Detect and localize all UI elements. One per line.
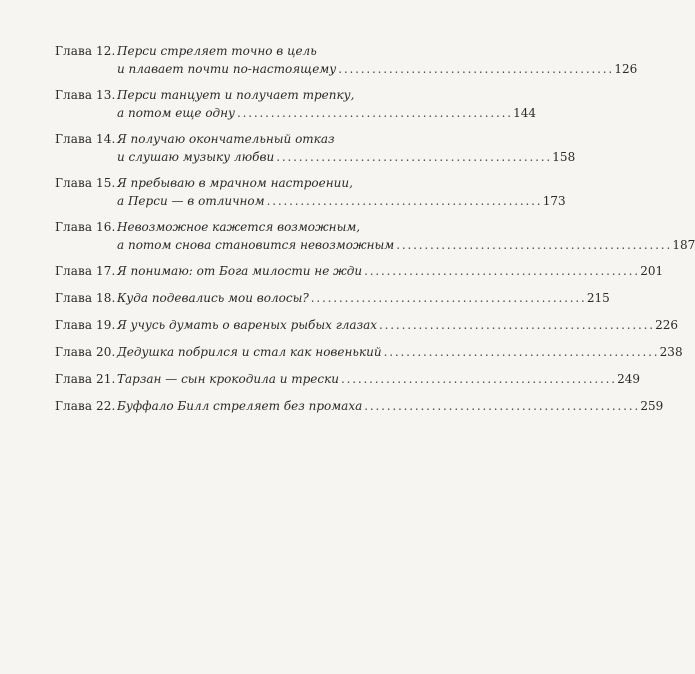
toc-entry-20 (55, 343, 683, 361)
chapter-label: Глава 20. (55, 345, 116, 359)
chapter-label: Глава 12. (55, 44, 116, 58)
dot-leader (362, 397, 639, 415)
page-number: 173 (542, 194, 566, 208)
chapter-title-line: Перси стреляет точно в цель (117, 44, 317, 58)
toc-entry-21 (55, 370, 641, 388)
toc-entry-13 (55, 86, 537, 122)
toc-entry-16 (55, 218, 695, 254)
chapter-title (117, 218, 695, 254)
chapter-title-line: Куда подевались мои волосы? (117, 291, 309, 305)
chapter-title (117, 316, 678, 334)
table-of-contents (55, 42, 695, 415)
chapter-label: Глава 22. (55, 399, 116, 413)
dot-leader (394, 236, 671, 254)
chapter-label: Глава 19. (55, 318, 116, 332)
chapter-title-line: Дедушка побрился и стал как новенький (117, 345, 382, 359)
chapter-title-line: Я пребываю в мрачном настроении, (117, 176, 353, 190)
page-number: 158 (552, 150, 576, 164)
chapter-title (117, 370, 640, 388)
dot-leader (265, 192, 542, 210)
chapter-label: Глава 18. (55, 291, 116, 305)
chapter-title-line: Невозможное кажется возможным, (117, 220, 361, 234)
chapter-title-line: Я понимаю: от Бога милости не жди (117, 264, 363, 278)
toc-entry-15 (55, 174, 566, 210)
chapter-label: Глава 16. (55, 220, 116, 234)
page-number: 215 (586, 291, 610, 305)
toc-entry-12 (55, 42, 638, 78)
chapter-title-line: Я учусь думать о вареных рыбых глазах (117, 318, 378, 332)
page-number: 144 (513, 106, 537, 120)
toc-entry-22 (55, 397, 664, 415)
chapter-label: Глава 14. (55, 132, 116, 146)
page-number: 201 (640, 264, 664, 278)
chapter-title-line: Перси танцует и получает трепку, (117, 88, 355, 102)
page-number: 249 (617, 372, 641, 386)
chapter-label: Глава 13. (55, 88, 116, 102)
toc-entry-19 (55, 316, 679, 334)
page-number: 126 (614, 62, 638, 76)
chapter-label: Глава 17. (55, 264, 116, 278)
dot-leader (377, 316, 654, 334)
chapter-title-line: а потом еще одну (117, 106, 236, 120)
dot-leader (336, 60, 613, 78)
page-number: 226 (655, 318, 679, 332)
chapter-title-line: а потом снова становится невозможным (117, 238, 395, 252)
toc-entry-14 (55, 130, 576, 166)
chapter-title (117, 86, 536, 122)
chapter-title-line: Я получаю окончательный отказ (117, 132, 335, 146)
chapter-title-line: Тарзан — сын крокодила и трески (117, 372, 340, 386)
page-number: 187 (672, 238, 695, 252)
dot-leader (235, 104, 512, 122)
chapter-title-line: а Перси — в отличном (117, 194, 265, 208)
dot-leader (309, 289, 586, 307)
page-number: 238 (659, 345, 683, 359)
chapter-label: Глава 15. (55, 176, 116, 190)
dot-leader (339, 370, 616, 388)
chapter-title (117, 130, 575, 166)
chapter-title-line: Буффало Билл стреляет без промаха (117, 399, 363, 413)
chapter-title-line: и слушаю музыку любви (117, 150, 275, 164)
toc-entry-17 (55, 262, 664, 280)
page-number: 259 (640, 399, 664, 413)
chapter-title (117, 289, 610, 307)
chapter-label: Глава 21. (55, 372, 116, 386)
chapter-title (117, 397, 663, 415)
dot-leader (362, 262, 639, 280)
dot-leader (274, 148, 551, 166)
chapter-title-line: и плавает почти по-настоящему (117, 62, 337, 76)
toc-entry-18 (55, 289, 610, 307)
chapter-title (117, 262, 663, 280)
chapter-title (117, 174, 566, 210)
chapter-title (117, 343, 683, 361)
chapter-title (117, 42, 637, 78)
dot-leader (382, 343, 659, 361)
